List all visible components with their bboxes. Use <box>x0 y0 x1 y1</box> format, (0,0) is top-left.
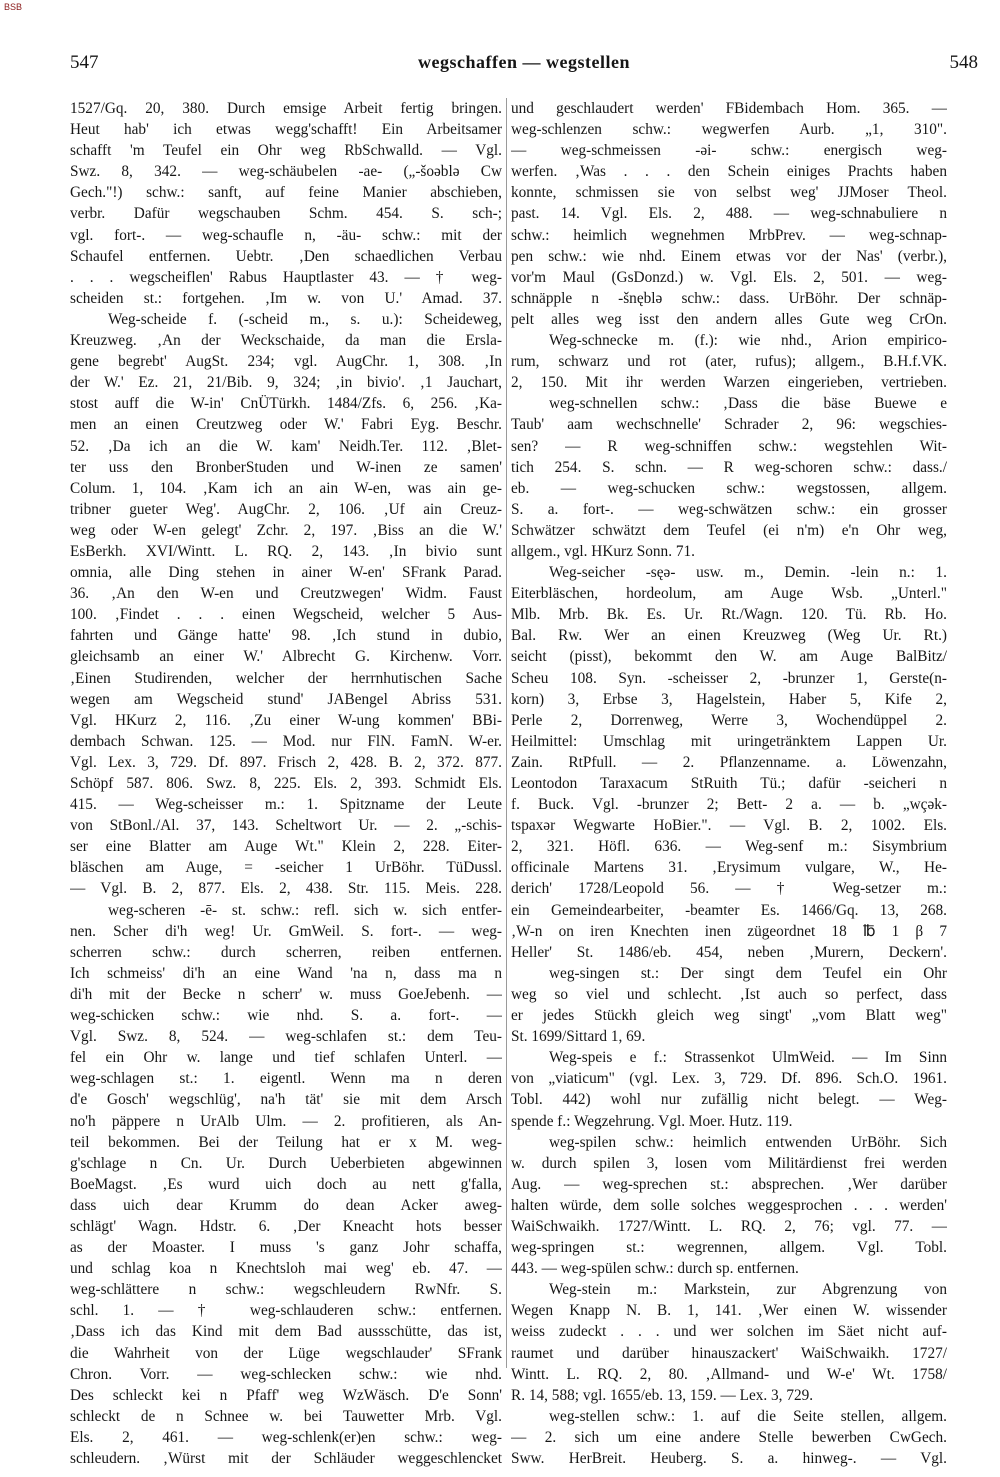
text-line: 2, 150. Mit ihr werden Warzen eingerieben, vertrieben. <box>511 374 947 392</box>
text-line: men an einen Creutzweg oder W.' Fabri Eyg. Beschr. <box>70 416 502 434</box>
text-line: von StBonl./Al. 37, 143. Scheltwort Ur. — 2. „-schis- <box>70 817 502 835</box>
text-line: 443. — weg-spülen schw.: durch sp. entfernen. <box>511 1260 799 1278</box>
text-line: Tobl. 442) wohl nur zufällig nicht belegt. — Weg- <box>511 1091 947 1109</box>
text-line: raumet und darüber hinauszackert' WaiSchwaikh. 1727/ <box>511 1344 947 1362</box>
text-line: dass uich dear Krumm do dean Acker aweg- <box>70 1196 502 1214</box>
text-line: w. durch spilen 3, losen vom Militärdienst frei werden <box>511 1154 947 1172</box>
text-line: schw.: heimlich wegnehmen MrbPrev. — weg-schnap- <box>511 226 947 244</box>
text-line: Els. 2, 461. — weg-schlenk(er)en schw.: weg- <box>70 1428 502 1446</box>
page-number-left: 547 <box>70 52 99 73</box>
text-line: halten würde, dem solle solches weggesprochen . . . werden' <box>511 1196 947 1214</box>
text-line: ein Gemeindearbeiter, -beamter Es. 1466/Gq. 13, 268. <box>511 901 947 919</box>
text-line: scheiden st.: fortgehen. ‚Im w. von U.' Amad. 37. <box>70 289 502 307</box>
page-header <box>70 52 978 78</box>
text-line: vgl. fort-. — weg-schaufle n, -äu- schw.: mit der <box>70 226 502 244</box>
text-line: gleichsamb an einer W.' Albrecht G. Kirchenw. Vorr. <box>70 648 502 666</box>
page-number-right: 548 <box>949 52 978 73</box>
text-line: no'h päppere n UrAlb Ulm. — 2. profitieren, als An- <box>70 1112 502 1130</box>
text-line: und geschlaudert werden' FBidembach Hom. 365. — <box>511 100 947 117</box>
text-line: — Vgl. B. 2, 877. Els. 2, 438. Str. 115. Meis. 228. <box>70 880 502 898</box>
running-head: wegschaffen — wegstellen <box>418 52 630 72</box>
text-line: bläschen am Auge, = -seicher 1 UrBöhr. TüDussl. <box>70 859 502 877</box>
text-line: Perle 2, Dorrenweg, Werre 3, Wochendüppel 2. <box>511 711 947 729</box>
text-line: die Wahrheit von der Lüge wegschlauder' SFrank <box>70 1344 502 1362</box>
text-line: scherren schw.: durch scherren, reiben entfernen. <box>70 943 502 961</box>
text-line: weg oder W-en gelegt' Zchr. 2, 197. ‚Biss an die W.' <box>70 521 502 539</box>
text-line: Schaufel entfernen. Uebtr. ‚Den schaedlichen Verbau <box>70 247 502 265</box>
text-line: ter uss den BronberStuden und W-inen ze samen' <box>70 458 502 476</box>
text-line: spende f.: Wegzehrung. Vgl. Moer. Hutz. 119. <box>511 1112 793 1130</box>
text-line: R. 14, 588; vgl. 1655/eb. 13, 159. — Lex. 3, 729. <box>511 1386 814 1404</box>
text-line: pelt alles weg isst den andern alles Gute weg CrOn. <box>511 310 947 328</box>
text-line: weg so viel und schlecht. ‚Ist auch so perfect, dass <box>511 985 947 1003</box>
text-line: Colum. 1, 104. ‚Kam ich an ain W-en, was ain ge- <box>70 479 502 497</box>
text-line: schl. 1. — † weg-schlauderen schw.: entfernen. <box>70 1302 502 1320</box>
text-line: Vgl. HKurz 2, 116. ‚Zu einer W-ung kommen' BBi- <box>70 711 502 729</box>
text-line: 100. ‚Findet . . . einen Wegscheid, welcher 5 Aus- <box>70 606 502 624</box>
text-line: Vgl. Lex. 3, 729. Df. 897. Frisch 2, 428. B. 2, 372. 877. <box>70 753 502 771</box>
text-line: eb. — weg-schucken schw.: wegstossen, allgem. <box>511 479 947 497</box>
text-line: schleckt de n Schnee w. bei Tauwetter Mrb. Vgl. <box>70 1407 502 1425</box>
text-line: schnäpple n -šnęblə schw.: dass. UrBöhr. Der schnäp- <box>511 289 947 307</box>
text-line: Eiterbläschen, hordeolum, am Auge Wsb. „Unterl." <box>511 585 947 603</box>
text-line: korn) 3, Erbse 3, Hagelstein, Haber 5, Kife 2, <box>511 690 947 708</box>
text-line: weg-stellen schw.: 1. auf die Seite stellen, allgem. <box>549 1407 947 1425</box>
text-line: Sww. HerBreit. Heuberg. S. a. hinweg-. — Vgl. <box>511 1450 947 1467</box>
text-line: fel ein Ohr w. lange und tief schlafen Unterl. — <box>70 1049 502 1067</box>
text-line: derich' 1728/Leopold 56. — † Weg-setzer m.: <box>511 880 947 898</box>
text-line: Weg-schnecke m. (f.): wie nhd., Arion empirico- <box>549 332 947 350</box>
text-line: g'schlage n Cn. Ur. Durch Ueberbieten abgewinnen <box>70 1154 502 1172</box>
text-line: — 2. sich um eine andere Stelle bewerben CwGech. <box>511 1428 947 1446</box>
text-line: weg-schnellen schw.: ‚Dass die bäse Buewe e <box>549 395 947 413</box>
text-line: Bal. Rw. Wer an einen Kreuzweg (Weg Ur. Rt.) <box>511 627 947 645</box>
text-line: weg-springen st.: wegrennen, allgem. Vgl. Tobl. <box>511 1239 947 1257</box>
text-line: dembach Schwan. 125. — Mod. nur FlN. FamN. W-er. <box>70 732 502 750</box>
text-line: gene begrebt' AugSt. 234; vgl. AugChr. 1, 308. ‚In <box>70 353 502 371</box>
text-line: Leontodon Taraxacum StRuith Tü.; dafür -seicheri n <box>511 775 947 792</box>
text-line: fahrten und Gänge hatte' 98. ‚Ich stund in dubio, <box>70 627 502 645</box>
text-line: wegen am Wegscheid stund' JABengel Abriss 531. <box>70 690 502 708</box>
text-line: tspaxər Wegwarte HoBier.". — Vgl. B. 2, 1002. Els. <box>511 817 947 835</box>
text-line: as der Moaster. I muss 's ganz Johr schaffa, <box>70 1239 502 1257</box>
text-line: weg-schicken schw.: wie nhd. S. a. fort-. — <box>70 1007 502 1025</box>
text-line: konnte, schmissen sie von selbst weg' JJMoser Theol. <box>511 184 947 202</box>
text-line: 2, 321. Höfl. 636. — Weg-senf m.: Sisymbrium <box>511 838 947 856</box>
text-line: S. a. fort-. — weg-schwätzen schw.: ein grosser <box>511 500 947 518</box>
text-line: er jedes Stückh gleich weg singt' „vom Blatt weg" <box>511 1007 947 1025</box>
text-line: EsBerkh. XVI/Wintt. L. RQ. 2, 143. ‚In bivio sunt <box>70 542 502 560</box>
text-line: 415. — Weg-scheisser m.: 1. Spitzname der Leute <box>70 796 502 814</box>
text-line: weg-scheren -ē- st. schw.: refl. sich w. sich entfer- <box>108 901 502 919</box>
left-column <box>70 98 502 1469</box>
text-line: 52. ‚Da ich an die W. kam' Neidh.Ter. 112. ‚Blet- <box>70 437 502 455</box>
column-divider <box>506 98 507 1368</box>
text-line: 1527/Gq. 20, 380. Durch emsige Arbeit fertig bringen. <box>70 100 502 117</box>
text-line: Weg-scheide f. (-scheid m., s. u.): Scheideweg, <box>108 310 502 328</box>
text-line: seicht (pisst), bekommt den W. am Auge BalBitz/ <box>511 648 947 666</box>
text-line: past. 14. Vgl. Els. 2, 488. — weg-schnabuliere n <box>511 205 947 223</box>
text-line: Wintt. L. RQ. 2, 80. ‚Allmand- und W-e' Wt. 1758/ <box>511 1365 947 1383</box>
text-line: der W.' Ez. 21, 21/Bib. 9, 324; ‚in bivio'. ‚1 Jauchart, <box>70 374 502 392</box>
text-line: Weg-stein m.: Markstein, zur Abgrenzung von <box>549 1281 947 1299</box>
text-line: Mlb. Mrb. Bk. Es. Ur. Rt./Wagn. 120. Tü. Rb. Ho. <box>511 606 947 624</box>
text-line: — weg-schmeissen -əi- schw.: energisch weg- <box>511 142 947 160</box>
text-line: Taub' aam wechschnelle' Schrader 2, 96: wegschies- <box>511 416 947 434</box>
text-line: Heller' St. 1486/eb. 454, neben ‚Murern, Deckern'. <box>511 943 947 961</box>
text-line: sen? — R weg-schniffen schw.: wegstehlen Wit- <box>511 437 947 455</box>
text-line: BoeMagst. ‚Es wurd uich doch au nett g'falla, <box>70 1175 502 1193</box>
text-line: pen schw.: wie nhd. Einem etwas vor der Nas' (verbr.), <box>511 247 947 265</box>
text-line: Schwätzer schwätzt dem Teufel (ei n'm) e'n Ohr weg, <box>511 521 947 539</box>
text-line: officinale Martens 31. ‚Erysimum vulgare, W., He- <box>511 859 947 877</box>
text-line: schlägt' Wagn. Hdstr. 6. ‚Der Kneacht hots besser <box>70 1217 502 1235</box>
text-line: schleudern. ‚Würst mit der Schläuder weggeschlencket <box>70 1450 502 1467</box>
right-column <box>511 98 947 1469</box>
text-line: Kreuzweg. ‚An der Weckschaide, da man die Erslа- <box>70 332 502 350</box>
text-line: weg-schlagen st.: 1. eigentl. Wenn ma n deren <box>70 1070 502 1088</box>
text-line: di'h mit der Becke n scherr' w. muss GoeJebenh. — <box>70 985 502 1003</box>
text-line: vor'm Maul (GsDonzd.) w. Vgl. Els. 2, 501. — weg- <box>511 268 947 286</box>
text-line: WaiSchwaikh. 1727/Wintt. L. RQ. 2, 76; vgl. 77. — <box>511 1217 947 1235</box>
text-line: f. Buck. Vgl. -brunzer 2; Bett- 2 a. — b. „wçək- <box>511 796 947 814</box>
text-line: Gech."!) schw.: sanft, auf feine Manier abschieben, <box>70 184 502 202</box>
text-line: Swz. 8, 342. — weg-schäubelen -ae- („-šoəblə Cw <box>70 163 502 181</box>
text-line: weg-schlenzen schw.: wegwerfen Aurb. „1, 310". <box>511 121 947 139</box>
text-line: teil bekommen. Bei der Teilung hat er x M. weg- <box>70 1133 502 1151</box>
text-line: rum, schwarz und rot (ater, rufus); allgem., B.H.f.VK. <box>511 353 947 371</box>
text-line: Zain. RtPfull. — 2. Pflanzenname. a. Löwenzahn, <box>511 753 947 771</box>
library-stamp: BSB <box>4 2 23 12</box>
text-line: Wegen Knapp N. B. 1, 141. ‚Wer einen W. wissender <box>511 1302 947 1320</box>
text-line: ‚W-n on iren Knechten inen zügeordnet 18 ℔ 1 β 7 <box>511 922 947 940</box>
text-line: werfen. ‚Was . . . den Schein einiges Prachts haben <box>511 163 947 181</box>
text-line: Vgl. Swz. 8, 524. — weg-schlafen st.: dem Teu- <box>70 1028 502 1046</box>
text-line: Aug. — weg-sprechen st.: absprechen. ‚Wer darüber <box>511 1175 947 1193</box>
text-line: Chron. Vorr. — weg-schlecken schw.: wie nhd. <box>70 1365 502 1383</box>
text-line: Heut hab' ich etwas wegg'schafft! Ein Arbeitsamer <box>70 121 502 139</box>
text-line: weg-spilen schw.: heimlich entwenden UrBöhr. Sich <box>549 1133 947 1151</box>
text-line: weg-schlättere n schw.: wegschleudern RwNfr. S. <box>70 1281 502 1299</box>
text-line: Weg-speis e f.: Strassenkot UlmWeid. — Im Sinn <box>549 1049 947 1067</box>
text-line: tribner gueter Weg'. AugChr. 2, 106. ‚Uf ain Creuz- <box>70 500 502 518</box>
text-line: verbr. Dafür wegschauben Schm. 454. S. sch-; <box>70 205 502 223</box>
text-line: weg-singen st.: Der singt dem Teufel ein Ohr <box>549 964 947 982</box>
text-line: Heilmittel: Umschlag mit uringetränktem Lappen Ur. <box>511 732 947 750</box>
text-line: weiss zudeckt . . . und wer solchen im Säet nicht auf- <box>511 1323 947 1341</box>
text-line: und schlag koa n Knechtsloh mai weg' eb. 47. — <box>70 1260 502 1278</box>
text-line: ser eine Blatter am Auge Wt." Klein 2, 228. Eiter- <box>70 838 502 856</box>
text-line: ‚Dass ich das Kind mit dem Bad aussschütte, das ist, <box>70 1323 502 1341</box>
text-line: Scheu 108. Syn. -scheisser 2, -brunzer 1, Gerste(n- <box>511 669 947 687</box>
text-line: tich 254. S. schn. — R weg-schoren schw.: dass./ <box>511 458 947 476</box>
text-line: ‚Einen Studirenden, welcher der herrnhutischen Sache <box>70 669 502 687</box>
text-line: d'e Gosch' wegschlüg', na'h tät' sie mit dem Arsch <box>70 1091 502 1109</box>
text-line: von „viaticum" (vgl. Lex. 3, 729. Df. 896. Sch.O. 1961. <box>511 1070 947 1088</box>
text-line: stost auff die W-in' CnÜTürkh. 1484/Zfs. 6, 256. ‚Ka- <box>70 395 502 413</box>
text-line: omnia, alle Ding stehen in ainer W-en' SFrank Parad. <box>70 564 502 582</box>
text-line: Weg-seicher -sęə- usw. m., Demin. -lein n.: 1. <box>549 564 947 582</box>
text-line: 36. ‚An den W-en und Creutzwegen' Widm. Faust <box>70 585 502 603</box>
text-line: allgem., vgl. HKurz Sonn. 71. <box>511 542 695 560</box>
text-line: nen. Scher di'h weg! Ur. GmWeil. S. fort-. — weg- <box>70 922 502 940</box>
text-line: St. 1699/Sittard 1, 69. <box>511 1028 646 1046</box>
text-line: Schöpf 587. 806. Swz. 8, 225. Els. 2, 393. Schmidt Els. <box>70 775 502 792</box>
text-line: . . . wegscheiflen' Rabus Hauptlaster 43. — † weg- <box>70 268 502 286</box>
text-line: Ich schmeiss' di'h an eine Wand 'na n, dass ma n <box>70 964 502 982</box>
text-line: schafft 'm Teufel ein Ohr weg RbSchwalld. — Vgl. <box>70 142 502 160</box>
text-line: Des schleckt kei n Pfaff' weg WzWäsch. D'e Sonn' <box>70 1386 502 1404</box>
